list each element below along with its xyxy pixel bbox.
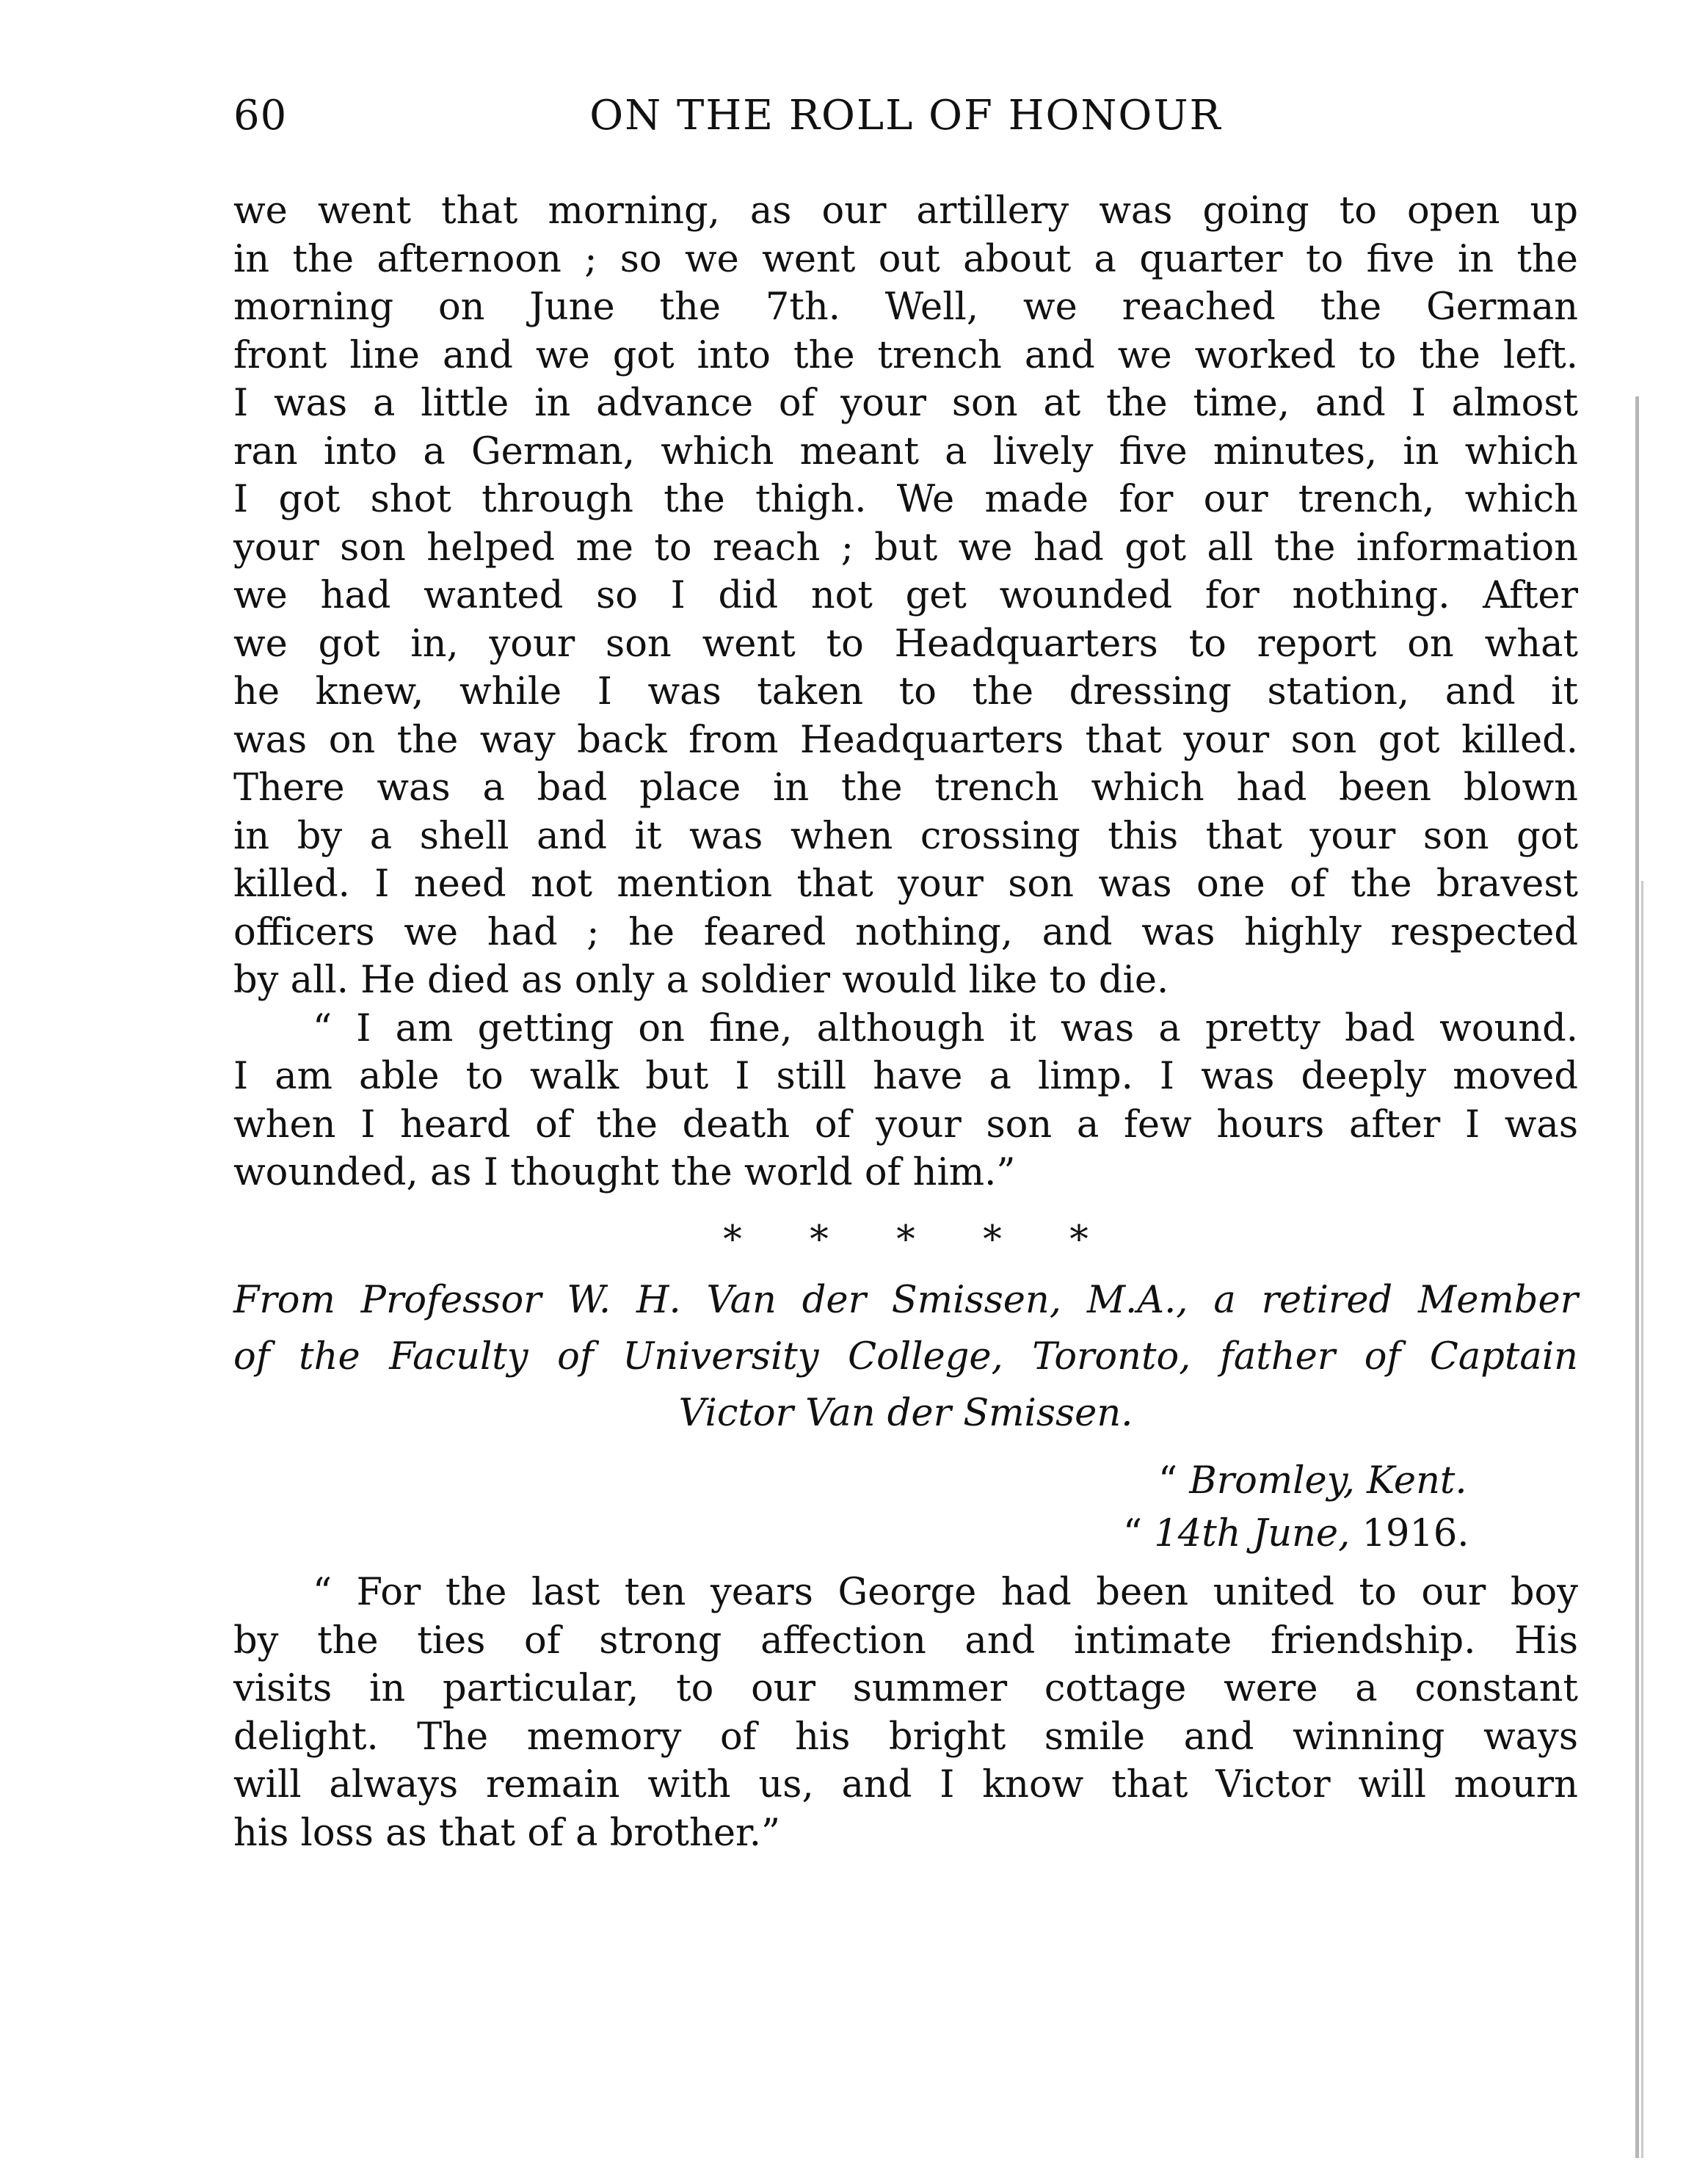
letter-one-text [233, 187, 1578, 1197]
text-line: in the afternoon ; so we went out about a quarter to five in the [233, 237, 1578, 281]
text-line: will always remain with us, and I know that Victor will mourn [233, 1763, 1578, 1806]
asterisk: * [810, 1218, 829, 1262]
text-line: “ I am getting on fine, although it was a pretty bad wound. [313, 1006, 1578, 1050]
text-line: we had wanted so I did not get wounded for nothing. After [233, 574, 1578, 617]
text-line: he knew, while I was taken to the dressing station, and it [233, 670, 1578, 713]
letter-two-text [233, 1569, 1578, 1857]
text-line: morning on June the 7th. Well, we reached the German [233, 286, 1578, 329]
dateline-date [1123, 1510, 1534, 1558]
text-line: by all. He died as only a soldier would like to die. [233, 959, 1169, 1002]
heading-line: Victor Van der Smissen. [678, 1392, 1133, 1435]
text-line: ran into a German, which meant a lively five minutes, in which [233, 429, 1578, 473]
date-day: 14th [1154, 1512, 1241, 1555]
open-quote: “ [1123, 1512, 1143, 1555]
heading-line: From Professor W. H. Van der Smissen, M.A., a retired Member [233, 1279, 1578, 1322]
page-edge-shadow [1635, 396, 1639, 2158]
page-number: 60 [233, 92, 288, 139]
date-month: June, [1252, 1512, 1351, 1555]
text-line: visits in particular, to our summer cottage were a constant [233, 1667, 1578, 1710]
text-line: delight. The memory of his bright smile and winning ways [233, 1715, 1578, 1759]
text-line: I got shot through the thigh. We made for our trench, which [233, 478, 1578, 521]
open-quote: “ [1158, 1459, 1178, 1503]
text-line: by the ties of strong affection and intimate friendship. His [233, 1619, 1578, 1663]
text-line: his loss as that of a brother.” [233, 1811, 781, 1855]
dateline-place [1158, 1457, 1569, 1505]
text-line: “ For the last ten years George had been united to our boy [313, 1571, 1578, 1614]
text-line: front line and we got into the trench and we worked to the left. [233, 333, 1578, 377]
asterisk: * [983, 1218, 1002, 1262]
text-line: There was a bad place in the trench which had been blown [233, 766, 1578, 810]
text-line: wounded, as I thought the world of him.” [233, 1151, 1016, 1194]
running-head [233, 87, 1578, 145]
date-year: 1916. [1362, 1512, 1469, 1555]
text-line: was on the way back from Headquarters that your son got killed. [233, 718, 1578, 762]
page-title: ON THE ROLL OF HONOUR [589, 92, 1222, 139]
asterisk: * [723, 1218, 742, 1262]
asterisk: * [1069, 1218, 1089, 1262]
text-line: when I heard of the death of your son a few hours after I was [233, 1103, 1578, 1147]
place-text: Bromley, Kent. [1189, 1459, 1467, 1503]
asterisk: * [896, 1218, 915, 1262]
text-line: killed. I need not mention that your son was one of the bravest [233, 862, 1578, 906]
letter-two-heading [233, 1272, 1578, 1442]
heading-line: of the Faculty of University College, Toronto, father of Captain [233, 1335, 1578, 1379]
text-line: in by a shell and it was when crossing this that your son got [233, 814, 1578, 858]
page-edge-shadow [1641, 881, 1643, 2158]
text-line: we got in, your son went to Headquarters to report on what [233, 622, 1578, 666]
text-line: your son helped me to reach ; but we had got all the information [233, 526, 1578, 570]
section-separator [233, 1215, 1578, 1266]
text-line: I was a little in advance of your son at the time, and I almost [233, 382, 1578, 425]
text-line: officers we had ; he feared nothing, and was highly respected [233, 910, 1578, 954]
text-line: I am able to walk but I still have a limp. I was deeply moved [233, 1055, 1578, 1098]
text-line: we went that morning, as our artillery was going to open up [233, 189, 1578, 233]
